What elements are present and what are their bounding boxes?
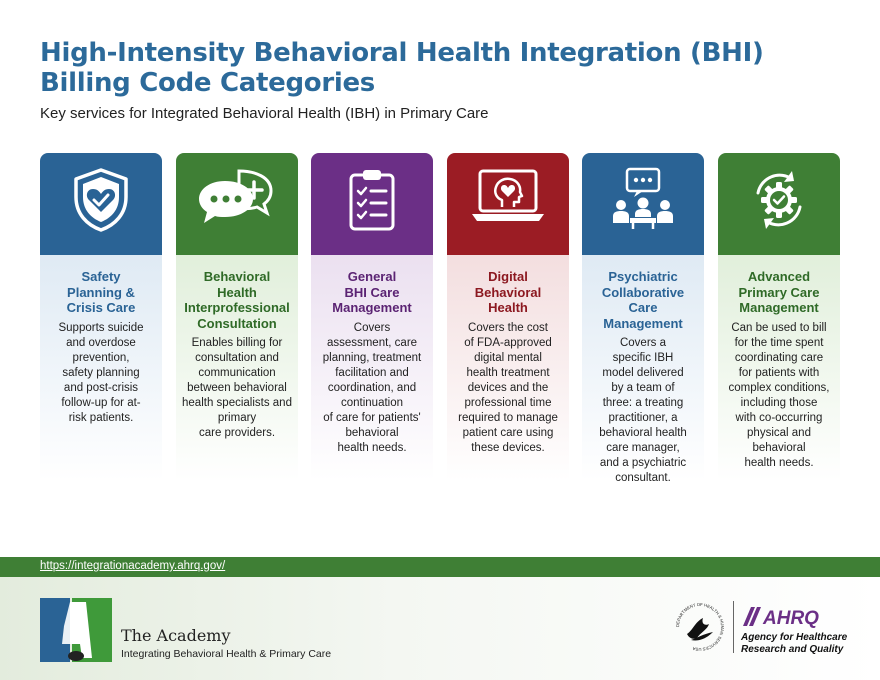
team-meeting-icon — [610, 167, 676, 233]
card-advanced-primary-care-management — [718, 153, 840, 481]
gear-check-icon — [746, 167, 812, 233]
card-title-line: Crisis Care — [66, 300, 136, 315]
card-description-line: and a psychiatric — [599, 457, 687, 469]
card-description-line: health treatment — [466, 366, 550, 379]
card-title-line: Planning & — [67, 284, 135, 300]
card-header — [176, 153, 298, 255]
card-description-line: three: a treating — [602, 397, 684, 409]
card-header — [311, 153, 433, 255]
clipboard-checklist-icon — [347, 167, 397, 233]
card-description-line: health needs. — [337, 441, 407, 454]
card-description-line: consultant. — [615, 472, 671, 484]
card-description-line: patient care using — [462, 426, 554, 439]
card-description-line: with co-occurring — [735, 411, 823, 424]
card-description-line: coordination, and — [327, 381, 417, 394]
card-description-line: assessment, care — [326, 336, 418, 349]
card-description-line: prevention, — [72, 351, 130, 364]
card-description-line: specific IBH — [612, 352, 674, 364]
card-body — [718, 255, 840, 481]
card-description — [314, 321, 430, 456]
card-description-line: follow-up for at- — [61, 396, 141, 409]
card-description-line: and overdose — [66, 336, 136, 349]
card-title — [180, 269, 294, 331]
card-header — [582, 153, 704, 255]
card-description-line: facilitation and — [335, 366, 409, 379]
page-title — [40, 38, 764, 98]
card-title-line: Safety — [81, 269, 121, 284]
card-description-line: required to manage — [458, 411, 558, 424]
page-title-line-1: High-Intensity Behavioral Health Integration (BHI) — [40, 38, 764, 68]
shield-heart-icon — [70, 167, 132, 233]
card-title-line: Management — [332, 300, 412, 315]
ahrq-name-line: Agency for Healthcare — [741, 632, 848, 643]
card-title-line: Primary Care — [738, 284, 820, 300]
card-description-line: for patients with — [738, 366, 820, 379]
card-description-line: behavioral — [752, 441, 806, 454]
card-description — [585, 336, 701, 486]
card-description — [179, 336, 295, 441]
card-safety-planning — [40, 153, 162, 481]
card-title-line: Behavioral — [474, 284, 542, 300]
card-description-line: of FDA-approved — [464, 336, 552, 349]
card-body — [447, 255, 569, 481]
academy-logo-icon — [40, 598, 112, 662]
card-title-line: Consultation — [197, 315, 277, 331]
card-body — [176, 255, 298, 481]
card-body — [582, 255, 704, 484]
card-title-line: Collaborative — [601, 284, 685, 300]
card-title — [586, 269, 700, 331]
card-description-line: primary — [217, 412, 257, 424]
card-title-line: General — [347, 269, 397, 284]
card-description-line: health specialists and — [182, 397, 292, 409]
card-description-line: complex conditions, — [728, 381, 830, 394]
card-title-line: Behavioral — [203, 269, 271, 284]
academy-name: The Academy — [121, 626, 231, 645]
card-description — [721, 321, 837, 471]
academy-tagline: Integrating Behavioral Health & Primary Care — [121, 648, 332, 660]
card-title — [315, 269, 429, 316]
card-title-line: Management — [603, 315, 683, 331]
card-title — [44, 269, 158, 316]
card-description-line: Enables billing for — [191, 337, 283, 349]
card-description-line: including those — [740, 396, 818, 409]
card-description — [43, 321, 159, 426]
card-description-line: consultation and — [195, 352, 279, 364]
card-description-line: Covers a — [619, 337, 667, 349]
card-digital-behavioral-health — [447, 153, 569, 481]
card-title — [722, 269, 836, 316]
card-title-line: Care — [628, 300, 658, 315]
card-description-line: devices and the — [467, 381, 549, 394]
card-description-line: behavioral — [345, 426, 399, 439]
ahrq-agency-name — [741, 632, 847, 656]
card-header — [40, 153, 162, 255]
card-description-line: continuation — [340, 396, 404, 409]
card-description-line: of care for patients' — [323, 411, 421, 424]
card-title-line: Health — [217, 284, 257, 300]
card-description-line: by a team of — [611, 382, 675, 394]
card-description-line: safety planning — [62, 366, 140, 379]
card-description-line: practitioner, a — [608, 412, 678, 424]
card-description-line: professional time — [464, 396, 552, 409]
card-body — [40, 255, 162, 481]
svg-text:DEPARTMENT OF HEALTH & HUMAN S: DEPARTMENT OF HEALTH & HUMAN SERVICES USA — [674, 601, 726, 653]
card-description-line: between behavioral — [187, 382, 287, 394]
card-description — [450, 321, 566, 456]
card-title-line: Management — [739, 300, 819, 315]
card-title-line: Psychiatric — [608, 269, 678, 284]
svg-text:AHRQ: AHRQ — [763, 608, 819, 628]
ahrq-logo — [741, 604, 837, 628]
card-title-line: BHI Care — [344, 284, 400, 300]
card-description-line: risk patients. — [68, 411, 134, 424]
card-description-line: for the time spent — [734, 336, 824, 349]
card-description-line: planning, treatment — [322, 351, 422, 364]
card-description-line: these devices. — [471, 441, 545, 454]
card-general-bhi-care-management — [311, 153, 433, 481]
card-psychiatric-collaborative-care — [582, 153, 704, 484]
chat-bubbles-icon — [197, 167, 277, 227]
card-description-line: behavioral health — [599, 427, 687, 439]
card-description-line: physical and — [747, 426, 811, 439]
page-title-line-2: Billing Code Categories — [40, 68, 375, 98]
card-header — [718, 153, 840, 255]
card-title-line: Interprofessional — [184, 300, 290, 315]
card-description-line: model delivered — [602, 367, 684, 379]
hhs-seal-icon — [673, 600, 727, 654]
card-description-line: communication — [198, 367, 276, 379]
card-header — [447, 153, 569, 255]
card-description-line: coordinating care — [734, 351, 824, 364]
card-title-line: Digital — [488, 269, 528, 284]
card-description-line: care manager, — [606, 442, 680, 454]
card-description-line: and post-crisis — [63, 381, 139, 394]
website-link[interactable]: https://integrationacademy.ahrq.gov/ — [40, 560, 226, 572]
card-description-line: Covers the cost — [468, 321, 548, 334]
card-title-line: Health — [488, 300, 528, 315]
card-title — [451, 269, 565, 316]
card-body — [311, 255, 433, 481]
card-interprofessional-consultation — [176, 153, 298, 481]
page-subtitle: Key services for Integrated Behavioral Health (IBH) in Primary Care — [40, 105, 489, 122]
card-description-line: health needs. — [744, 456, 814, 469]
card-description-line: care providers. — [198, 427, 276, 439]
logo-divider — [733, 601, 734, 653]
card-description-line: Covers — [353, 321, 391, 334]
card-description-line: Can be used to bill — [731, 321, 827, 334]
ahrq-name-line: Research and Quality — [741, 644, 844, 655]
card-title-line: Advanced — [747, 269, 811, 284]
card-description-line: digital mental — [474, 351, 542, 364]
laptop-mind-icon — [469, 167, 547, 225]
card-description-line: Supports suicide — [58, 321, 144, 334]
